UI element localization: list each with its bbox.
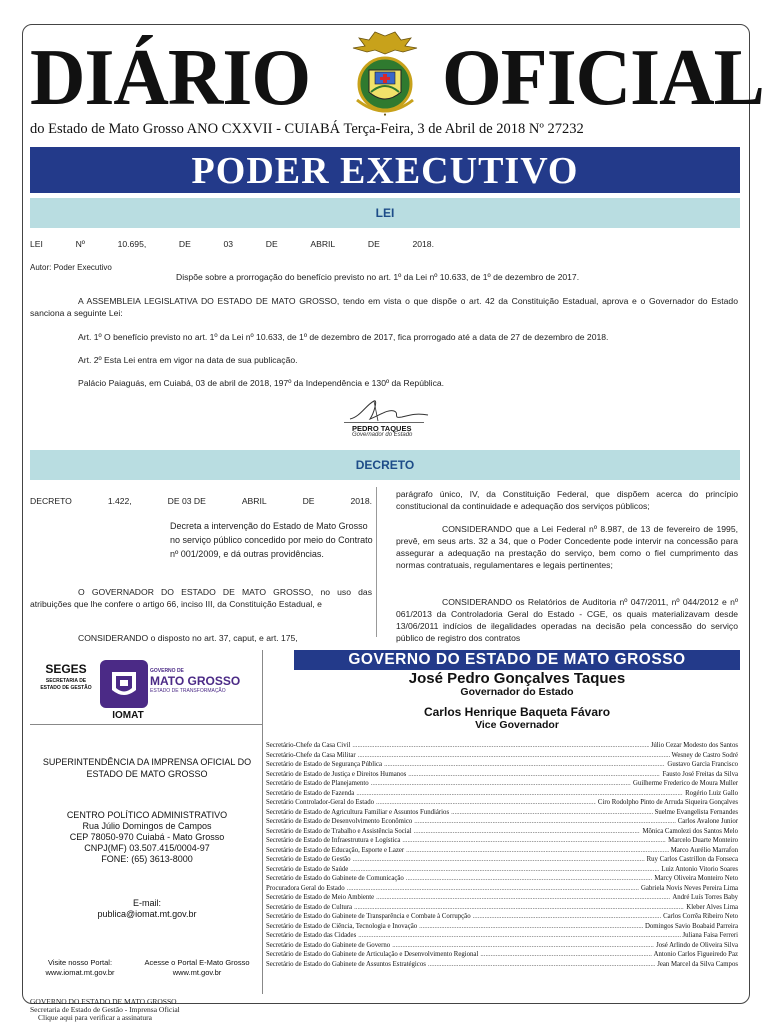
secretary-row: [266, 741, 738, 750]
emt-label: Acesse o Portal E-Mato Grosso: [144, 958, 250, 967]
secretary-name: Marco Aurélio Marrafon: [670, 846, 738, 854]
secretary-row: [266, 893, 738, 902]
footer-line: Secretaria de Estado de Gestão - Imprensa Oficial: [30, 1005, 180, 1014]
gov-tag: ESTADO DE TRANSFORMAÇÃO: [150, 688, 226, 694]
seges-label: SEGES: [45, 662, 87, 676]
secretary-row: [266, 855, 738, 864]
address-line: CENTRO POLÍTICO ADMINISTRATIVO: [66, 810, 228, 820]
masthead: [26, 30, 764, 130]
decreto-part: 2018.: [350, 496, 372, 506]
superintendencia: SUPERINTENDÊNCIA DA IMPRENSA OFICIAL DO ESTADO DE MATO GROSSO: [42, 757, 252, 779]
decreto-part: DECRETO: [30, 496, 72, 506]
secretary-role: Secretário de Estado de Trabalho e Assistência Social: [266, 827, 412, 835]
secretary-name: Fausto José Freitas da Silva: [662, 770, 738, 778]
lei-part: Nº: [75, 239, 85, 249]
seges-logo: [36, 662, 96, 692]
secretary-row: [266, 874, 738, 883]
secretary-name: Marcelo Duarte Monteiro: [668, 837, 738, 844]
decreto-right-p3: CONSIDERANDO os Relatórios de Auditoria nº 047/2011, nº 044/2012 e nº 061/2013 da Controladoria Geral do Estado - CGE, os quais materializavam desde 13/06/2011 indícios de ilegalidades operadas na decisão pela concessão do serviço público de registro dos contratos: [396, 597, 738, 643]
secretary-name: Wesney de Castro Sodré: [671, 751, 738, 759]
secretary-name: Suelme Evangelista Fernandes: [654, 808, 738, 816]
vice-title: Vice Governador: [475, 719, 559, 731]
secretary-role: Secretário Controlador-Geral do Estado: [266, 799, 375, 806]
masthead-title-left: DIÁRIO: [30, 34, 311, 122]
lei-number-line: [30, 238, 434, 250]
portal-block: [30, 958, 130, 978]
secretary-role: Secretário de Estado de Educação, Esporte e Lazer: [266, 846, 405, 854]
secretary-name: Guilherme Frederico de Moura Muller: [633, 780, 738, 787]
decreto-considerando-left: CONSIDERANDO o disposto no art. 37, caput, e art. 175,: [78, 633, 298, 643]
decreto-part: ABRIL: [241, 496, 267, 506]
address-line: FONE: (65) 3613-8000: [101, 854, 193, 864]
secretary-role: Secretário de Estado de Justiça e Direitos Humanos: [266, 770, 407, 778]
address-line: CNPJ(MF) 03.507.415/0004-97: [84, 843, 210, 853]
secretary-name: Carlos Corrêa Ribeiro Neto: [663, 913, 738, 920]
masthead-subtitle: do Estado de Mato Grosso ANO CXXVII - CUIABÁ Terça-Feira, 3 de Abril de 2018 Nº 27232: [30, 121, 584, 137]
lei-preamble: A ASSEMBLEIA LEGISLATIVA DO ESTADO DE MATO GROSSO, tendo em vista o que dispõe o art. 42 da Constituição Estadual, aprova e o Governador do Estado sanciona a seguinte Lei:: [30, 296, 738, 318]
secretary-name: Jean Marcel da Silva Campos: [657, 960, 738, 968]
secretary-name: André Luís Torres Baby: [672, 894, 738, 901]
secretary-role: Secretário de Estado do Gabinete de Comunicação: [266, 875, 404, 882]
address-line: Rua Júlio Domingos de Campos: [82, 821, 212, 831]
emt-block: [132, 958, 262, 978]
lei-art1: Art. 1º O benefício previsto no art. 1º da Lei nº 10.633, de 1º de dezembro de 2017, fica prorrogado até a data de 27 de dezembro de 2018.: [78, 332, 609, 342]
secretary-row: [266, 827, 738, 836]
lei-part: ABRIL: [310, 239, 336, 249]
secretary-name: Júlio Cezar Modesto dos Santos: [650, 742, 738, 749]
column-divider: [376, 487, 377, 637]
secretary-role: Secretário de Estado de Agricultura Familiar e Assuntos Fundiários: [266, 808, 450, 816]
vice-name: Carlos Henrique Baqueta Fávaro: [423, 705, 611, 719]
secretary-role: Secretário de Estado de Cultura: [266, 903, 353, 911]
secretary-role: Secretário de Estado do Gabinete de Articulação e Desenvolvimento Regional: [266, 951, 479, 958]
email-block: [34, 898, 260, 920]
decreto-part: DE: [302, 496, 315, 506]
state-coat-of-arms-icon: [339, 30, 431, 122]
governor-signature-icon: [344, 395, 434, 425]
lei-ementa: Dispõe sobre a prorrogação do benefício previsto no art. 1º da Lei nº 10.633, de 1º de dezembro de 2017.: [176, 272, 580, 282]
portal-link[interactable]: www.iomat.mt.gov.br: [45, 968, 115, 977]
secretary-row: [266, 960, 738, 969]
secretary-role: Secretário de Estado de Planejamento: [266, 780, 369, 787]
lei-part: DE: [367, 239, 380, 249]
secretary-name: José Arlindo de Oliveira Silva: [656, 941, 738, 949]
lei-part: 10.695,: [117, 239, 147, 249]
gov-small: GOVERNO DE: [150, 668, 184, 674]
signature-role: Governador do Estado: [352, 432, 413, 438]
secretary-row: [266, 779, 738, 788]
secretary-role: Procuradora Geral do Estado: [266, 884, 345, 892]
secretary-row: [266, 836, 738, 845]
gov-mt-logo: [150, 668, 262, 694]
decreto-header: DECRETO: [30, 450, 740, 480]
lei-palacio: Palácio Paiaguás, em Cuiabá, 03 de abril de 2018, 197º da Independência e 130º da República.: [78, 378, 445, 388]
decreto-ementa: Decreta a intervenção do Estado de Mato Grosso no serviço público concedido por meio do Contrato nº 001/2009, e dá outras providências.: [170, 521, 373, 559]
portal-label: Visite nosso Portal:: [47, 958, 113, 967]
masthead-title-right: OFICIAL: [442, 34, 764, 122]
emt-link[interactable]: www.mt.gov.br: [172, 968, 222, 977]
secretary-row: [266, 865, 738, 874]
secretary-name: Rogério Luiz Gallo: [685, 789, 738, 797]
signature-name: PEDRO TAQUES: [352, 424, 412, 433]
secretary-role: Secretário de Estado do Gabinete de Assuntos Estratégicos: [266, 960, 426, 968]
secretary-row: [266, 789, 738, 798]
email-label: E-mail:: [132, 898, 161, 908]
secretary-row: [266, 884, 738, 893]
decreto-right-p1: parágrafo único, IV, da Constituição Federal, que dispõem acerca do princípio constitucional da continuidade e adequação dos serviços públicos;: [396, 489, 738, 511]
secretary-row: [266, 817, 738, 826]
secretary-role: Secretário de Estado de Segurança Pública: [266, 761, 383, 768]
secretary-role: Secretário-Chefe da Casa Civil: [266, 742, 351, 749]
lei-autor: Autor: Poder Executivo: [30, 263, 112, 272]
secretary-row: [266, 912, 738, 921]
governor-title: Governador do Estado: [460, 686, 574, 698]
secretary-row: [266, 751, 738, 760]
secretary-name: Juliana Faisa Ferreri: [682, 932, 738, 939]
decreto-number-line: [30, 495, 372, 507]
secretary-name: Mônica Camolezi dos Santos Melo: [642, 827, 738, 835]
lei-header: LEI: [30, 198, 740, 228]
seges-sub: SECRETARIA DE ESTADO DE GESTÃO: [40, 678, 92, 691]
secretary-name: Gustavo Garcia Francisco: [667, 761, 738, 768]
secretary-role: Secretário de Estado de Desenvolvimento Econômico: [266, 818, 413, 825]
secretary-role: Secretário de Estado de Ciência, Tecnologia e Inovação: [266, 922, 418, 930]
secretary-name: Ciro Rodolpho Pinto de Arruda Siqueira Gonçalves: [597, 799, 738, 806]
governor-name: José Pedro Gonçalves Taques: [408, 670, 626, 687]
secretary-name: Luiz Antonio Vitorio Soares: [661, 865, 738, 873]
lei-art2: Art. 2º Esta Lei entra em vigor na data de sua publicação.: [78, 355, 298, 365]
lei-part: 03: [223, 239, 234, 249]
secretary-name: Ruy Carlos Castrillon da Fonseca: [646, 856, 738, 863]
verify-signature-link[interactable]: Clique aqui para verificar a assinatura: [38, 1013, 152, 1022]
secretary-name: Carlos Avalone Junior: [677, 818, 738, 825]
secretary-role: Secretário de Estado do Gabinete de Governo: [266, 941, 391, 949]
secretary-role: Secretário de Estado de Meio Ambiente: [266, 894, 375, 901]
decreto-part: DE 03 DE: [167, 496, 206, 506]
address-line: CEP 78050-970 Cuiabá - Mato Grosso: [69, 832, 225, 842]
secretary-row: [266, 903, 738, 912]
secretary-role: Secretário de Estado de Gestão: [266, 856, 351, 863]
secretary-role: Secretário de Estado do Gabinete de Transparência e Combate à Corrupção: [266, 913, 471, 920]
secretary-row: [266, 950, 738, 959]
secretary-name: Gabriela Novis Neves Pereira Lima: [640, 884, 738, 892]
secretary-role: Secretário de Estado de Infraestrutura e Logística: [266, 837, 401, 844]
secretary-row: [266, 798, 738, 807]
iomat-crest-icon: [100, 660, 148, 708]
footer-line: GOVERNO DO ESTADO DE MATO GROSSO: [30, 997, 177, 1006]
secretary-row: [266, 760, 738, 769]
secretary-row: [266, 931, 738, 940]
iomat-label: IOMAT: [112, 710, 144, 721]
decreto-governador: O GOVERNADOR DO ESTADO DE MATO GROSSO, no uso das atribuições que lhe confere o artigo 66, inciso III, da Constituição Estadual, e: [30, 587, 372, 609]
gov-big: MATO GROSSO: [150, 674, 241, 688]
lei-part: 2018.: [412, 239, 434, 249]
secretary-role: Secretário de Estado de Saúde: [266, 865, 349, 873]
secretary-row: [266, 941, 738, 950]
secretary-name: Marcy Oliveira Monteiro Neto: [654, 875, 738, 882]
secretary-name: Antonio Carlos Figueiredo Paz: [653, 951, 738, 958]
decreto-right-p2: CONSIDERANDO que a Lei Federal nº 8.987, de 13 de fevereiro de 1995, prevê, em seus arts. 32 a 34, que o Poder Concedente pode intervir na concessão para assegurar a adequação na prestação do serviço, bem como o fiel cumprimento das normas contratuais, regulamentares e legais pertinentes;: [396, 524, 738, 570]
signature-line: [344, 422, 424, 423]
secretary-name: Domingos Savio Boabaid Parreira: [644, 922, 738, 930]
lei-part: DE: [178, 239, 191, 249]
secretary-role: Secretário de Estado de Fazenda: [266, 789, 355, 797]
decreto-part: 1.422,: [107, 496, 132, 506]
secretary-row: [266, 770, 738, 779]
lei-part: DE: [265, 239, 278, 249]
secretary-role: Secretário de Estado das Cidades: [266, 932, 357, 939]
secretary-name: Kleber Alves Lima: [686, 903, 738, 911]
secretary-row: [266, 846, 738, 855]
svg-text:●: ●: [383, 113, 387, 118]
secretary-role: Secretário-Chefe da Casa Militar: [266, 751, 356, 759]
email-link[interactable]: publica@iomat.mt.gov.br: [97, 909, 197, 919]
government-bar: GOVERNO DO ESTADO DE MATO GROSSO: [294, 650, 740, 670]
lei-part: LEI: [30, 239, 43, 249]
secretary-row: [266, 808, 738, 817]
address-block: [34, 810, 260, 865]
section-title-poder-executivo: PODER EXECUTIVO: [30, 147, 740, 193]
secretary-row: [266, 922, 738, 931]
